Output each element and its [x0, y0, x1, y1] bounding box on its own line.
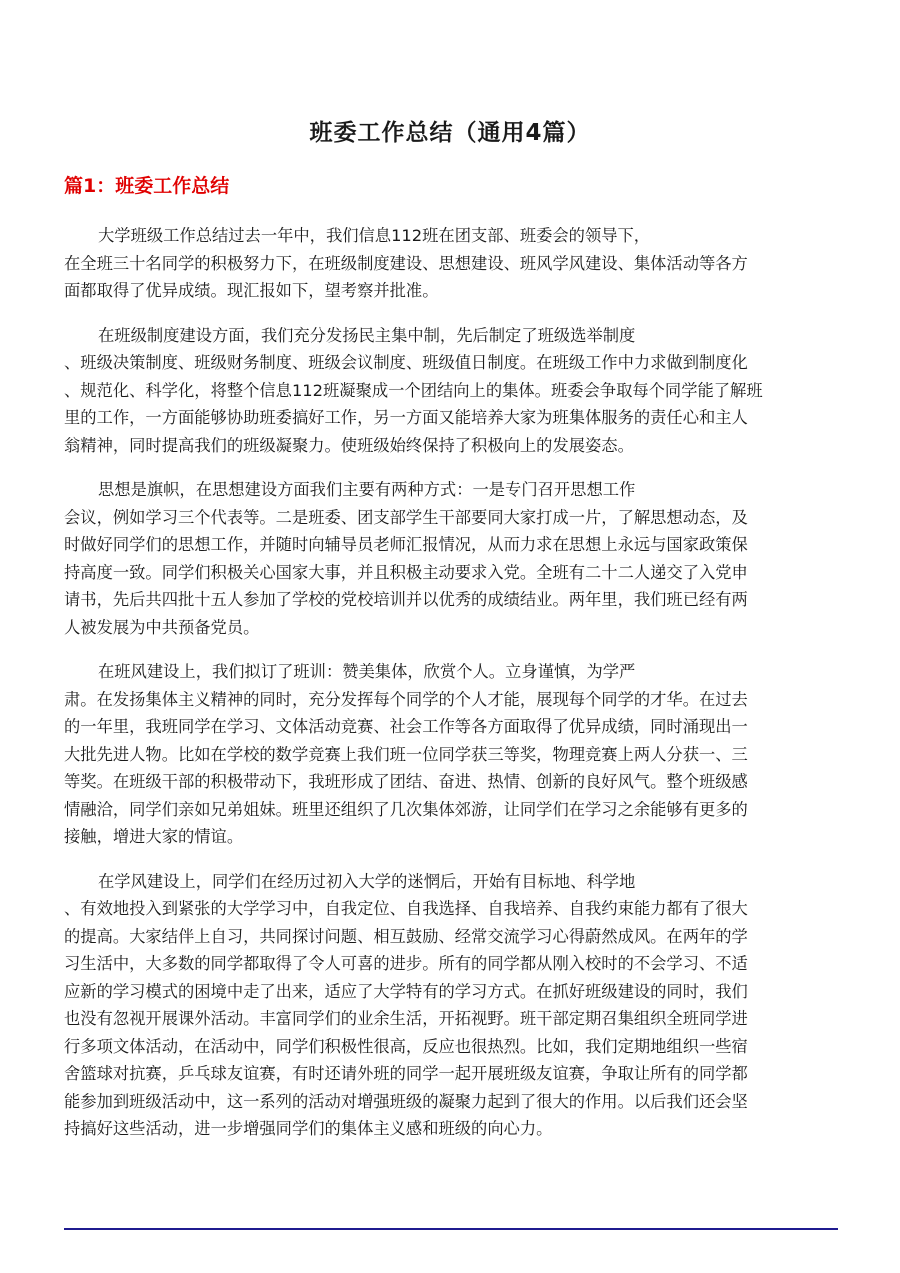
paragraph-line: 肃。在发扬集体主义精神的同时，充分发挥每个同学的个人才能，展现每个同学的才华。在过去	[64, 689, 748, 709]
paragraph-line: 人被发展为中共预备党员。	[64, 617, 260, 637]
paragraph-line: 时做好同学们的思想工作，并随时向辅导员老师汇报情况，从而力求在思想上永远与国家政策保	[64, 535, 748, 554]
paragraph-line: 的提高。大家结伴上自习，共同探讨问题、相互鼓励、经常交流学习心得蔚然成风。在两年的学	[64, 926, 748, 946]
paragraph-line: 大学班级工作总结过去一年中，我们信息112班在团支部、班委会的领导下，	[98, 226, 651, 245]
paragraph-line: 、规范化、科学化，将整个信息112班凝聚成一个团结向上的集体。班委会争取每个同学能了解班	[64, 380, 763, 400]
paragraph-line: 、有效地投入到紧张的大学学习中，自我定位、自我选择、自我培养、自我约束能力都有了很大	[64, 899, 748, 918]
paragraph-line: 习生活中，大多数的同学都取得了令人可喜的进步。所有的同学都从刚入校时的不会学习、不适	[64, 954, 748, 973]
footer-divider	[64, 1228, 838, 1230]
document-title: 班委工作总结（通用4篇）	[309, 120, 591, 146]
paragraph-line: 应新的学习模式的困境中走了出来，适应了大学特有的学习方式。在抓好班级建设的同时，我们	[64, 981, 748, 1001]
paragraph-line: 在班级制度建设方面，我们充分发扬民主集中制，先后制定了班级选举制度	[98, 325, 636, 345]
paragraph-line: 大批先进人物。比如在学校的数学竞赛上我们班一位同学获三等奖，物理竞赛上两人分获一、三	[64, 744, 748, 764]
paragraph-2	[64, 322, 838, 460]
paragraph-line: 、班级决策制度、班级财务制度、班级会议制度、班级值日制度。在班级工作中力求做到制度化	[64, 353, 748, 372]
paragraph-line: 请书，先后共四批十五人参加了学校的党校培训并以优秀的成绩结业。两年里，我们班已经有两	[64, 590, 748, 609]
paragraph-line: 在学风建设上，同学们在经历过初入大学的迷惘后，开始有目标地、科学地	[98, 871, 636, 891]
paragraph-line: 也没有忽视开展课外活动。丰富同学们的业余生活，开拓视野。班干部定期召集组织全班同学进	[64, 1009, 748, 1028]
paragraph-line: 在班风建设上，我们拟订了班训：赞美集体，欣赏个人。立身谨慎，为学严	[98, 662, 636, 681]
paragraph-4	[64, 658, 838, 851]
paragraph-line: 的一年里，我班同学在学习、文体活动竞赛、社会工作等各方面取得了优异成绩，同时涌现出一	[64, 717, 748, 736]
paragraph-line: 持搞好这些活动，进一步增强同学们的集体主义感和班级的向心力。	[64, 1119, 553, 1138]
paragraph-line: 等奖。在班级干部的积极带动下，我班形成了团结、奋进、热情、创新的良好风气。整个班级感	[64, 772, 748, 791]
paragraph-line: 行多项文体活动，在活动中，同学们积极性很高，反应也很热烈。比如，我们定期地组织一些宿	[64, 1036, 748, 1056]
paragraph-line: 面都取得了优异成绩。现汇报如下，望考察并批准。	[64, 281, 439, 300]
paragraph-5	[64, 868, 838, 1143]
paragraph-line: 舍篮球对抗赛，乒乓球友谊赛，有时还请外班的同学一起开展班级友谊赛，争取让所有的同学都	[64, 1064, 748, 1083]
paragraph-line: 能参加到班级活动中，这一系列的活动对增强班级的凝聚力起到了很大的作用。以后我们还会坚	[64, 1091, 748, 1111]
paragraph-line: 翁精神，同时提高我们的班级凝聚力。使班级始终保持了积极向上的发展姿态。	[64, 435, 634, 455]
paragraph-line: 持高度一致。同学们积极关心国家大事，并且积极主动要求入党。全班有二十二人递交了入党申	[64, 562, 748, 582]
paragraph-line: 里的工作，一方面能够协助班委搞好工作，另一方面又能培养大家为班集体服务的责任心和主人	[64, 408, 748, 427]
paragraph-line: 会议，例如学习三个代表等。二是班委、团支部学生干部要同大家打成一片，了解思想动态，及	[64, 507, 748, 527]
paragraph-line: 接触，增进大家的情谊。	[64, 827, 244, 846]
paragraph-line: 情融洽，同学们亲如兄弟姐妹。班里还组织了几次集体郊游，让同学们在学习之余能够有更多的	[64, 799, 748, 819]
paragraph-line: 思想是旗帜，在思想建设方面我们主要有两种方式：一是专门召开思想工作	[98, 480, 636, 499]
paragraph-3	[64, 476, 838, 641]
document-body	[64, 222, 838, 1160]
paragraph-1	[64, 222, 838, 305]
section-heading: 篇1：班委工作总结	[64, 175, 230, 197]
paragraph-line: 在全班三十名同学的积极努力下，在班级制度建设、思想建设、班风学风建设、集体活动等各方	[64, 253, 748, 273]
